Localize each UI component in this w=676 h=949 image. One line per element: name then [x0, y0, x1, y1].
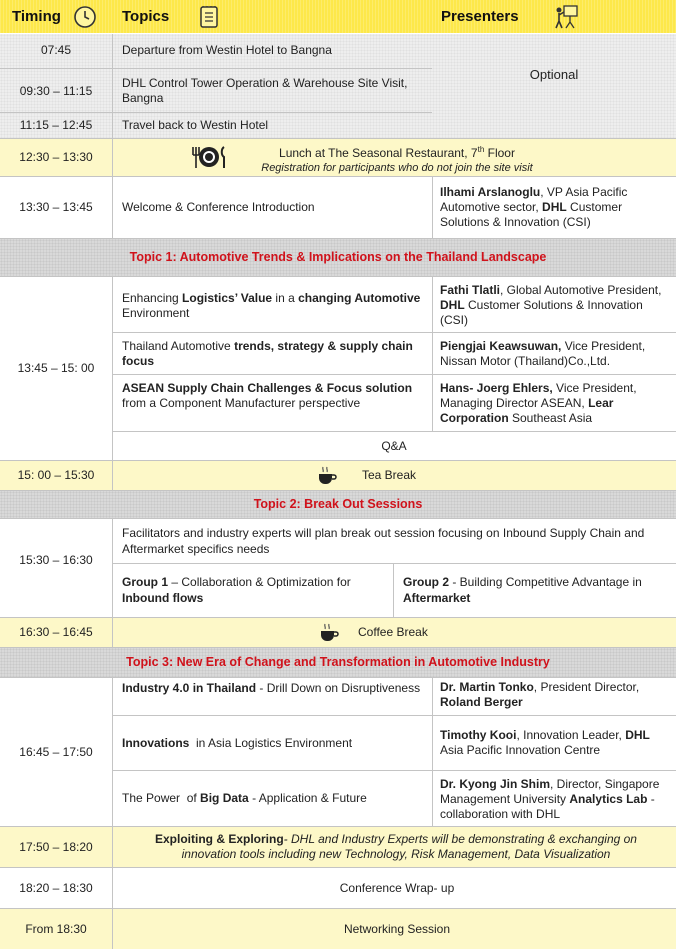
row-time: 15: 00 – 15:30 — [17, 468, 95, 482]
row-time: 16:45 – 17:50 — [19, 744, 93, 759]
row-topic: Travel back to Westin Hotel — [122, 117, 269, 132]
presenter-cell: Dr. Kyong Jin Shim, Director, Singapore Management University Analytics Lab - collaboration with DHL — [440, 777, 660, 821]
header-presenters — [441, 0, 671, 33]
presenter-cell: Hans- Joerg Ehlers, Vice President, Managing Director ASEAN, Lear Corporation Southeast Asia — [440, 381, 637, 425]
optional-label: Optional — [529, 66, 579, 82]
topic-cell: Thailand Automotive trends, strategy & supply chain focus — [122, 339, 413, 368]
topic-cell: Industry 4.0 in Thailand - Drill Down on Disruptiveness — [122, 681, 421, 695]
row-topic: DHL Control Tower Operation & Warehouse Site Visit, Bangna — [122, 76, 408, 105]
tea-label: Tea Break — [362, 468, 417, 482]
notepad-icon — [199, 5, 219, 29]
row-time: 13:30 – 13:45 — [19, 200, 93, 214]
topic-cell: Enhancing Logistics’ Value in a changing Automotive Environment — [122, 291, 421, 320]
topic1-title: Topic 1: Automotive Trends & Implications on the Thailand Landscape — [129, 250, 547, 264]
topic2-banner — [0, 491, 676, 518]
cup-icon — [314, 618, 344, 647]
topic-cell: Innovations in Asia Logistics Environment — [122, 735, 353, 750]
topic2-title: Topic 2: Break Out Sessions — [253, 497, 423, 511]
topic-cell: The Power of Big Data - Application & Future — [122, 791, 367, 805]
presenter-cell: Timothy Kooi, Innovation Leader, DHL Asia Pacific Innovation Centre — [440, 728, 650, 757]
cup-icon — [312, 461, 342, 490]
topic3-title: Topic 3: New Era of Change and Transformation in Automotive Industry — [126, 655, 550, 669]
explore-text: Exploiting & Exploring- DHL and Industry Experts will be demonstrating & exchanging on innovation tools including new Technology, Risk Management, Data Visualization — [155, 832, 637, 861]
row-time: 16:30 – 16:45 — [19, 625, 93, 639]
row-topic: Welcome & Conference Introduction — [122, 200, 315, 214]
group1-cell: Group 1 – Collaboration & Optimization for Inbound flows — [122, 575, 351, 605]
breakout-intro: Facilitators and industry experts will plan break out session focusing on Inbound Supply Chain and Aftermarket specifics needs — [122, 526, 645, 556]
row-time: 17:50 – 18:20 — [19, 839, 93, 854]
topic1-banner — [0, 239, 676, 276]
row-time: 13:45 – 15: 00 — [17, 361, 95, 375]
clock-icon — [73, 5, 97, 29]
row-time: From 18:30 — [25, 921, 87, 936]
row-time: 07:45 — [40, 42, 72, 57]
header-topics — [122, 0, 322, 33]
presenter-cell: Fathi Tlatli, Global Automotive President, DHL Customer Solutions & Innovation (CSI) — [440, 283, 662, 327]
lunch-text: Lunch at The Seasonal Restaurant, 7th Floor Registration for participants who do not join the site visit — [261, 145, 533, 174]
presenter-cell: Dr. Martin Tonko, President Director, Roland Berger — [440, 680, 640, 709]
header-row — [0, 0, 676, 33]
group2-cell: Group 2 - Building Competitive Advantage in Aftermarket — [403, 575, 642, 605]
header-timing — [12, 0, 112, 33]
presenter-cell: Piengjai Keawsuwan, Vice President, Nissan Motor (Thailand)Co.,Ltd. — [440, 339, 646, 368]
dining-icon — [190, 144, 230, 170]
qa-label: Q&A — [381, 438, 407, 453]
presenter-cell: Ilhami Arslanoglu, VP Asia Pacific Automotive sector, DHL Customer Solutions & Innovation (CSI) — [440, 185, 628, 229]
row-time: 18:20 – 18:30 — [19, 880, 93, 895]
header-presenters-label: Presenters — [441, 8, 519, 25]
row-time: 09:30 – 11:15 — [19, 83, 93, 98]
wrap-label: Conference Wrap- up — [339, 880, 455, 895]
header-topics-label: Topics — [122, 8, 170, 25]
header-timing-label: Timing — [12, 8, 61, 25]
network-label: Networking Session — [343, 921, 451, 936]
topic3-banner — [0, 648, 676, 677]
row-time: 15:30 – 16:30 — [19, 553, 93, 567]
presenter-icon — [553, 4, 579, 30]
coffee-label: Coffee Break — [358, 625, 428, 639]
row-topic: Departure from Westin Hotel to Bangna — [122, 42, 332, 57]
row-time: 11:15 – 12:45 — [19, 117, 93, 132]
topic-cell: ASEAN Supply Chain Challenges & Focus solution from a Component Manufacturer perspective — [122, 381, 413, 410]
row-time: 12:30 – 13:30 — [19, 150, 93, 164]
